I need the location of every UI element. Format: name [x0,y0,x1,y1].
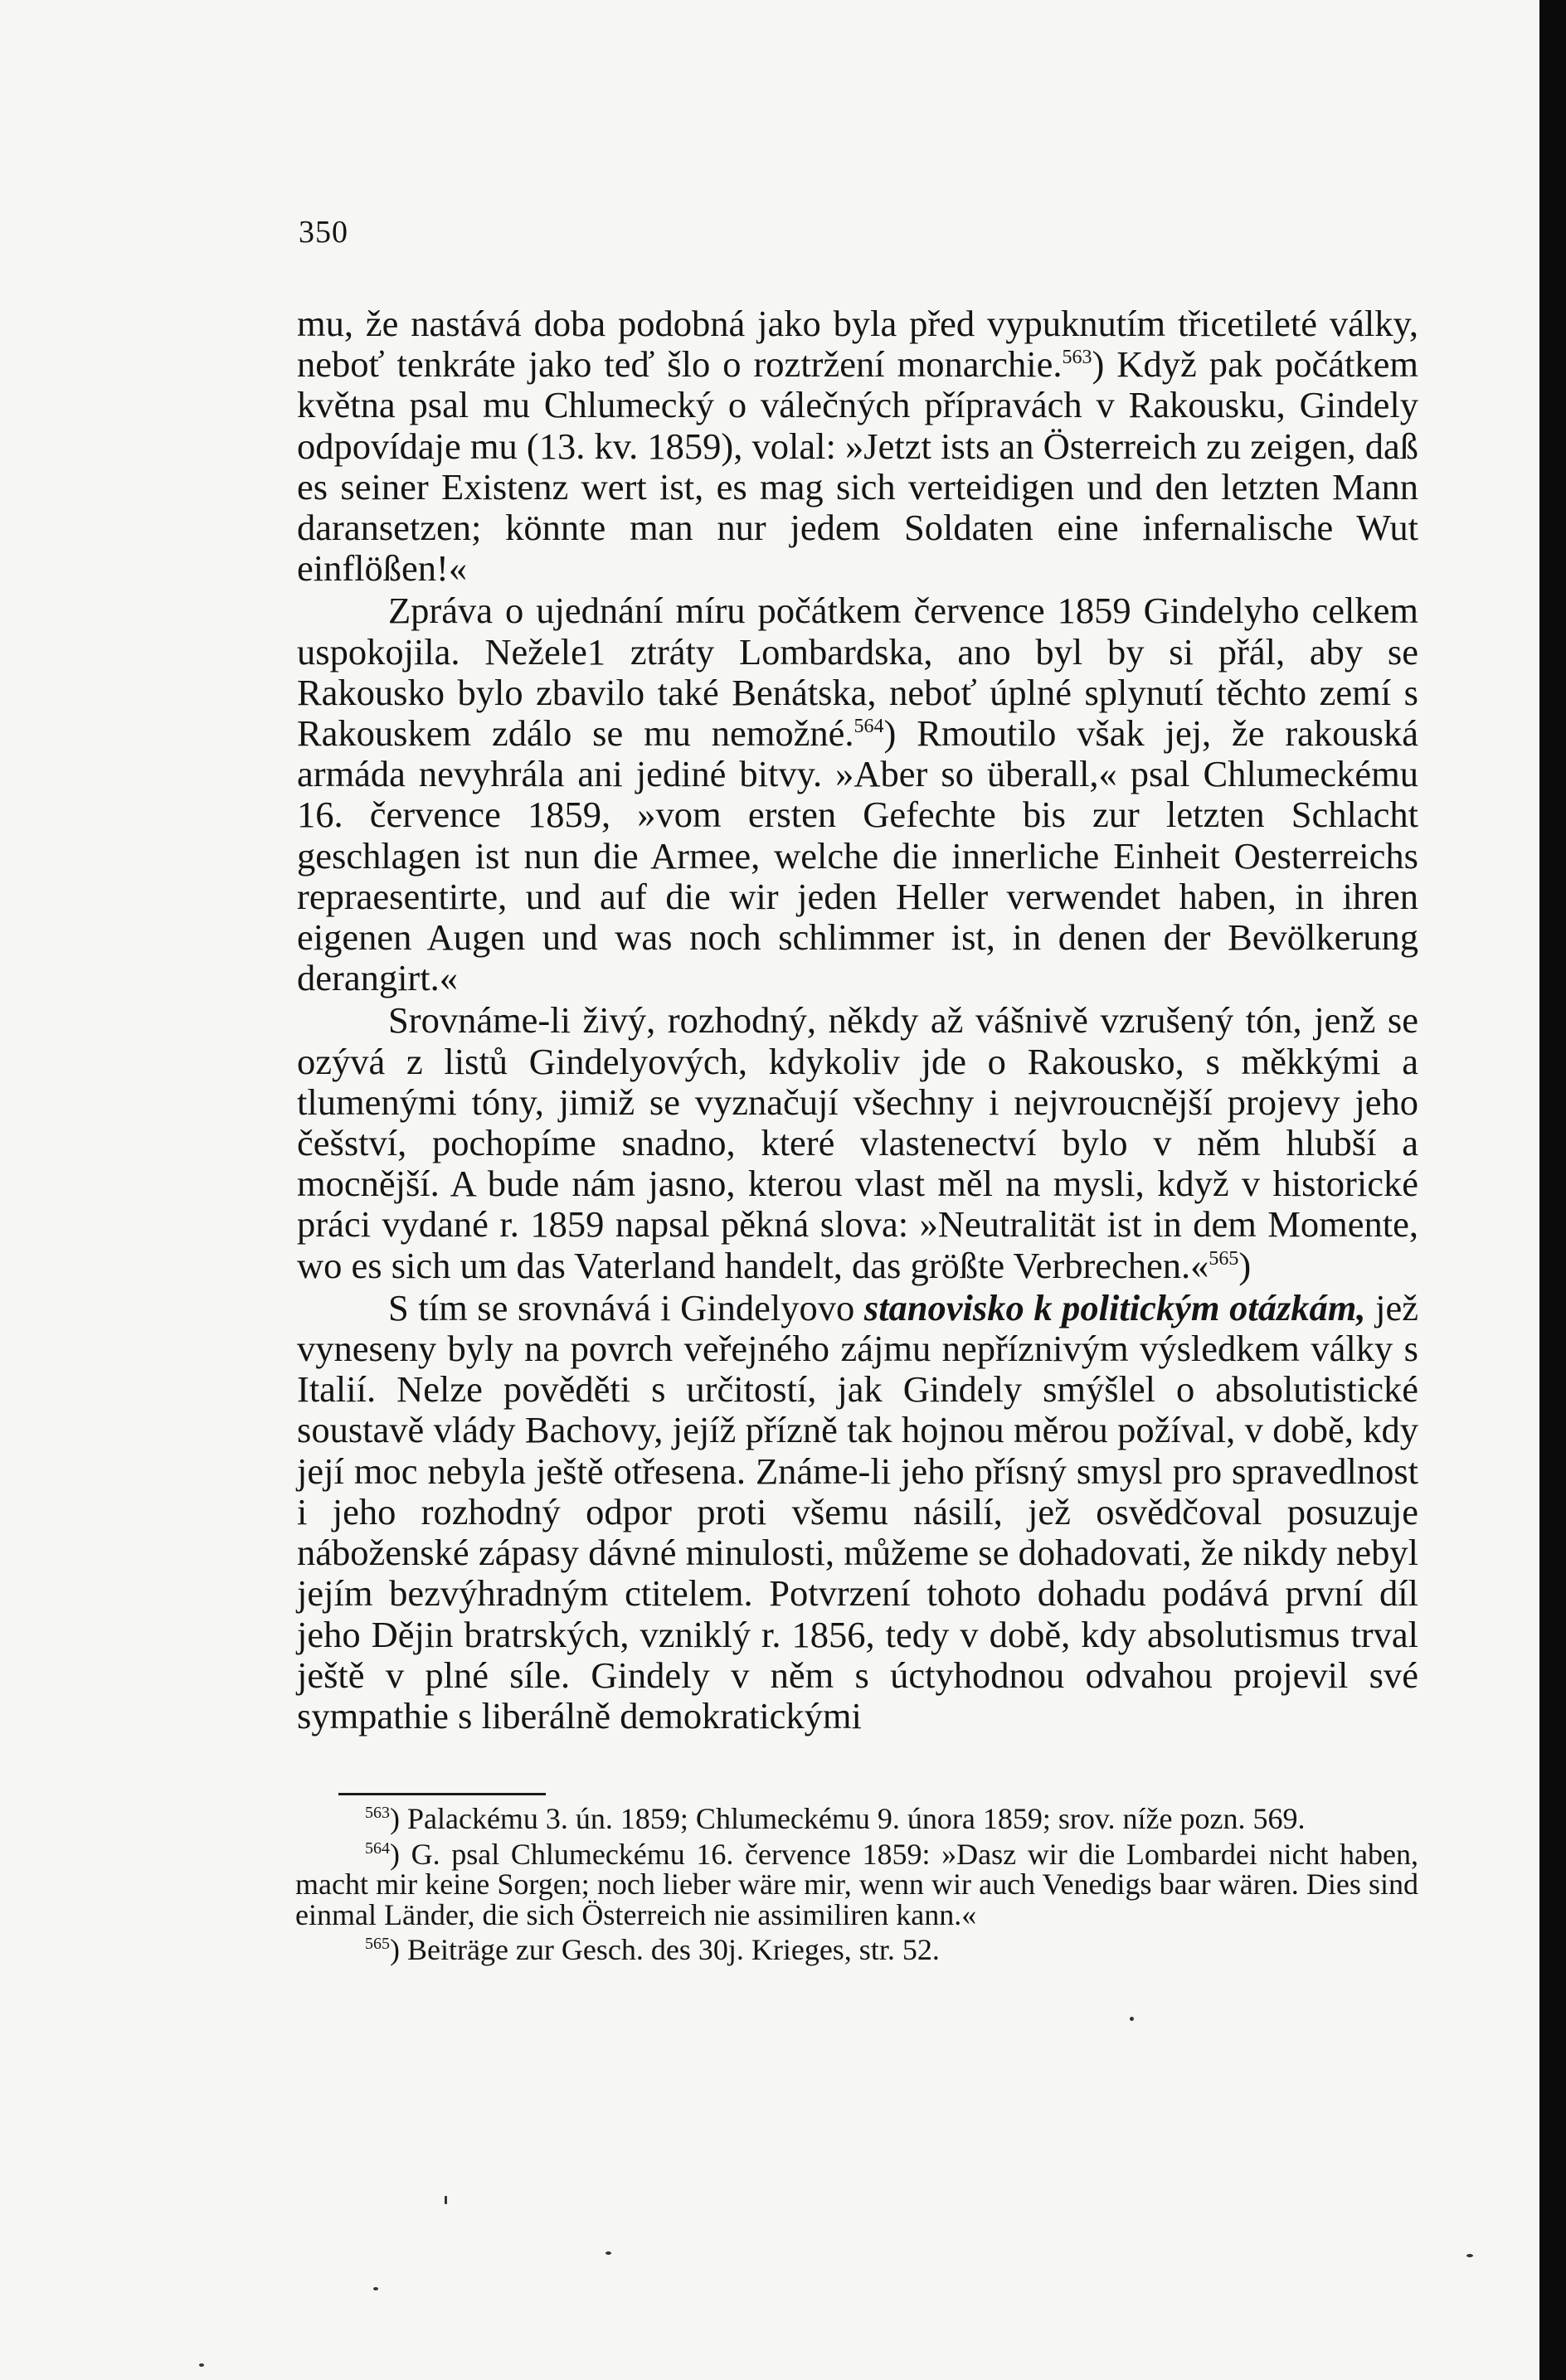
footnote-number: 564 [365,1838,390,1858]
footnote [295,1935,1418,1965]
scan-speck [373,2287,378,2290]
text-segment: Zpráva o ujednání míru počátkem července 1859 Gindelyho celkem uspokojila. Nežele1 ztráty Lombardska, ano byl by si přál, aby se Rakousko bylo zbavilo také Benátska, neboť úplné splynutí těchto zemí s Rakouskem zdálo se mu nemožné. [297,590,1418,755]
footnote-text: ) Beiträge zur Gesch. des 30j. Krieges, str. 52. [390,1933,940,1966]
paragraph [297,1000,1418,1285]
scan-speck [1130,2017,1134,2021]
footnote-ref[interactable]: 564 [854,716,884,738]
footnote-text: ) Palackému 3. ún. 1859; Chlumeckému 9. února 1859; srov. níže pozn. 569. [390,1802,1306,1835]
scan-speck [445,2196,447,2204]
text-segment: S tím se srovnává i Gindelyovo [388,1286,864,1328]
page-number: 350 [299,215,348,250]
text-segment: mu, že nastává doba podobná jako byla před vypuknutím třicetileté války, neboť tenkráte jako teď šlo o roztržení monarchie. [297,303,1418,386]
footnote [295,1804,1418,1834]
scan-speck [199,2363,204,2367]
text-segment: ) [1238,1244,1252,1286]
footnote-divider [338,1793,546,1795]
footnote-ref[interactable]: 565 [1209,1247,1239,1270]
paragraph [297,304,1418,589]
footnotes [295,1804,1418,1970]
paragraph [297,1288,1418,1736]
text-segment: ) Rmoutilo však jej, že rakouská armáda nevyhrála ani jediné bitvy. »Aber so überall,« psal Chlumeckému 16. července 1859, »vom ersten Gefechte bis zur letzten Schlacht geschlagen ist nun die Armee, welche die innerliche Einheit Oesterreichs repraesentirte, und auf die wir jeden Heller verwendet haben, in ihren eigenen Augen und was noch schlimmer ist, in denen der Bevölkerung derangirt.« [297,712,1419,999]
main-text [297,304,1418,1736]
text-segment: Srovnáme-li živý, rozhodný, někdy až vášnivě vzrušený tón, jenž se ozývá z listů Gindelyových, kdykoliv jde o Rakousko, s měkkými a tlumenými tóny, jimiž se vyznačují všechny i nejvroucnější projevy jeho češství, pochopíme snadno, které vlastenectví bylo v něm hlubší a mocnější. A bude nám jasno, kterou vlast měl na mysli, když v historické práci vydané r. 1859 napsal pěkná slova: »Neutralität ist in dem Momente, wo es sich um das Vaterland handelt, das größte Verbrechen.« [297,999,1418,1286]
text-segment: jež vyneseny byly na povrch veřejného zájmu nepříznivým výsledkem války s Italií. Nelze pověděti s určitostí, jak Gindely smýšlel o absolutistické soustavě vlády Bachovy, jejíž přízně tak hojnou měrou požíval, v době, kdy její moc nebyla ještě otřesena. Známe-li jeho přísný smysl pro spravedlnost i jeho rozhodný odpor proti všemu násilí, jež osvědčoval posuzuje náboženské zápasy dávné minulosti, můžeme se dohadovati, že nikdy nebyl jejím bezvýhradným ctitelem. Potvrzení tohoto dohadu podává první díl jeho Dějin bratrských, vzniklý r. 1856, tedy v době, kdy absolutismus trval ještě v plné síle. Gindely v něm s úctyhodnou odvahou projevil své sympathie s liberálně demokratickými [297,1286,1418,1736]
paragraph [297,590,1418,998]
footnote-number: 563 [365,1804,390,1822]
scan-speck [605,2251,611,2255]
text-segment: ) Když pak počátkem května psal mu Chlumecký o válečných přípravách v Rakousku, Gindely odpovídaje mu (13. kv. 1859), volal: »Jetzt ists an Österreich zu zeigen, daß es seiner Existenz wert ist, es mag sich verteidigen und den letzten Mann daransetzen; könnte man nur jedem Soldaten eine infernalische Wut einflößen!« [297,343,1418,590]
footnote-text: ) G. psal Chlumeckému 16. července 1859: »Dasz wir die Lombardei nicht haben, macht mir keine Sorgen; noch lieber wäre mir, wenn wir auch Venedigs baar wären. Dies sind einmal Länder, die sich Österreich nie assimiliren kann.« [295,1837,1418,1931]
scan-speck [1466,2254,1473,2257]
footnote [295,1839,1418,1931]
emphasized-text: stanovisko k politickým otázkám, [863,1286,1366,1328]
footnote-number: 565 [365,1935,390,1953]
footnote-ref[interactable]: 563 [1062,347,1092,369]
